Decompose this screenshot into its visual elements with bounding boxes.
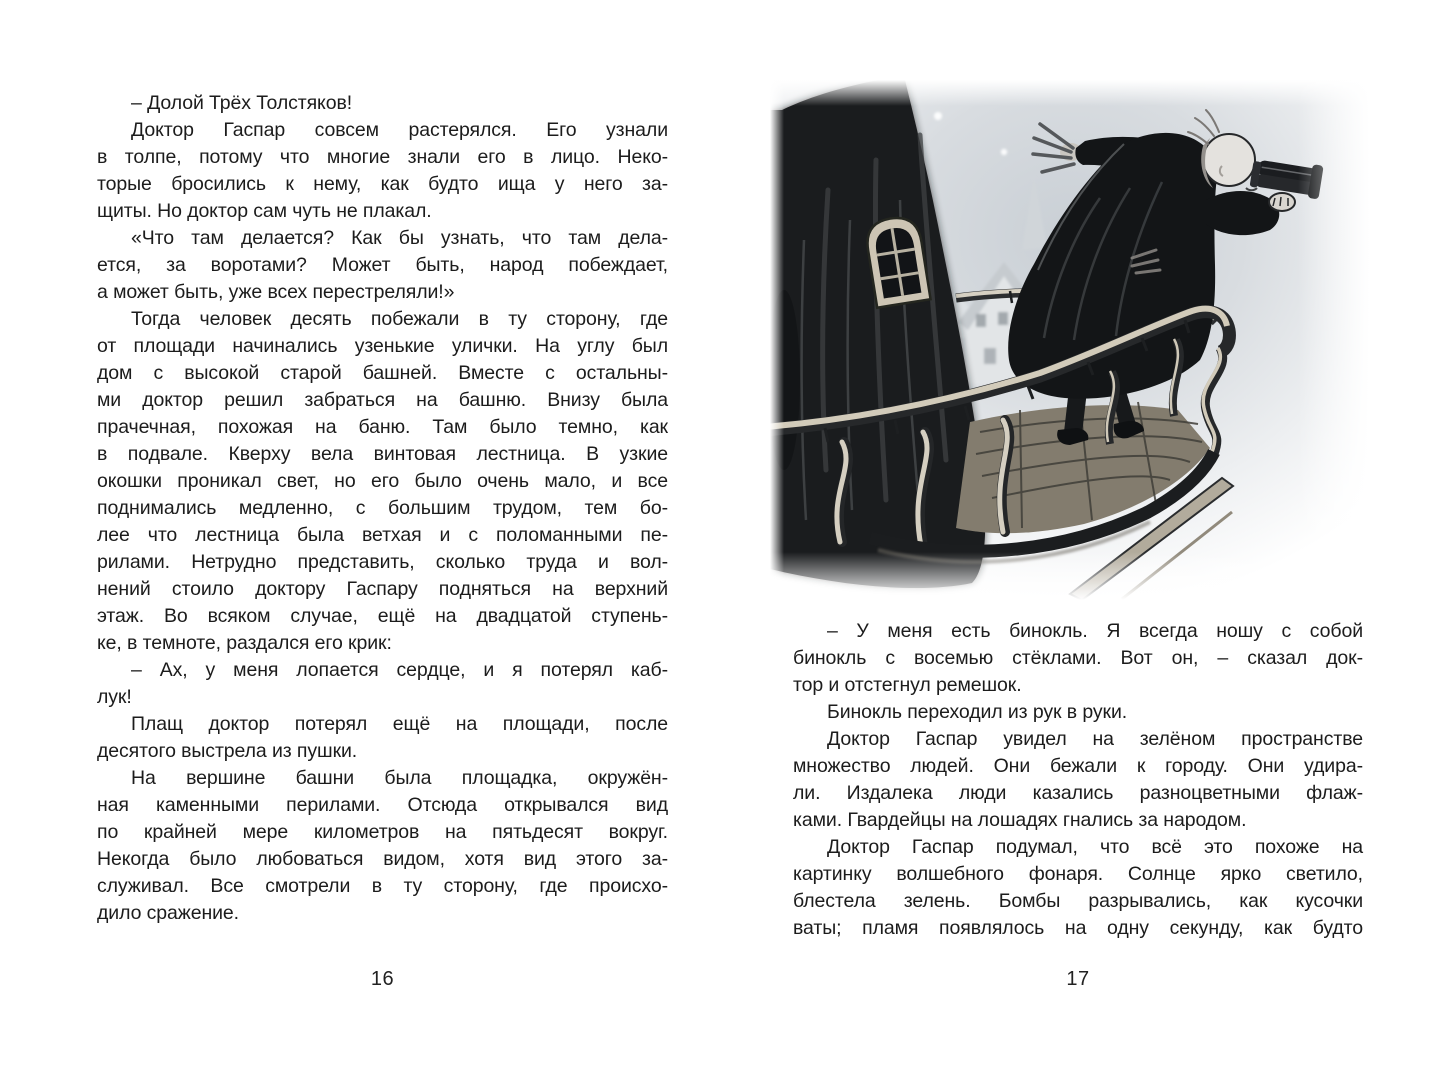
paragraph — [793, 834, 1363, 942]
text-line: На вершине башни была площадка, окружён- — [131, 767, 668, 789]
page-number-16: 16 — [370, 968, 395, 990]
text-line: в подвале. Кверху вела винтовая лестница. В узкие — [97, 443, 668, 465]
text-line: этаж. Во всяком случае, ещё на двадцатой ступень- — [97, 605, 668, 627]
paragraph — [97, 225, 668, 306]
text-line: от площади начинались узенькие улички. На углу был — [97, 335, 668, 357]
text-line: ми доктор решил забраться на башню. Внизу была — [97, 389, 668, 411]
text-line: ли. Издалека люди казались разноцветными флаж- — [793, 782, 1363, 804]
star-dot — [934, 112, 942, 120]
paragraph — [97, 657, 668, 711]
paragraph — [793, 618, 1363, 699]
text-line: картинку волшебного фонаря. Солнце ярко светило, — [793, 863, 1363, 885]
text-line: Некогда было любоваться видом, хотя вид этого за- — [97, 848, 668, 870]
page-number-17: 17 — [1066, 968, 1090, 990]
text-line: Доктор Гаспар совсем растерялся. Его узнали — [131, 119, 668, 141]
text-line: «Что там делается? Как бы узнать, что там дела- — [131, 227, 668, 249]
text-line: окошки проникал свет, но его было очень мало, и все — [97, 470, 668, 492]
text-line: множество людей. Они бежали к городу. Они удира- — [793, 755, 1363, 777]
page-17-text-block — [793, 618, 1363, 942]
paragraph — [97, 306, 668, 657]
paragraph — [97, 711, 668, 765]
paragraph — [793, 726, 1363, 834]
doctor-hand — [1269, 193, 1295, 211]
text-line: – У меня есть бинокль. Я всегда ношу с собой — [827, 620, 1363, 642]
text-line: Тогда человек десять побежали в ту сторону, где — [131, 308, 668, 330]
text-line: Плащ доктор потерял ещё на площади, после — [131, 713, 668, 735]
paragraph — [97, 765, 668, 927]
text-line: торые бросились к нему, как будто ища у него за- — [97, 173, 668, 195]
page-16-text-block — [97, 90, 668, 927]
text-line: – Долой Трёх Толстяков! — [131, 92, 353, 114]
text-line: ваты; пламя появлялось на одну секунду, как будто — [793, 917, 1363, 939]
text-line: лее что лестница была ветхая и с поломанными пе- — [97, 524, 668, 546]
text-line: рилами. Нетрудно представить, сколько труда и вол- — [97, 551, 668, 573]
text-line: Доктор Гаспар подумал, что всё это похоже на — [827, 836, 1363, 858]
text-line: ками. Гвардейцы на лошадях гнались за народом. — [793, 809, 1247, 831]
paragraph — [97, 90, 668, 117]
text-line: по крайней мере километров на пятьдесят вокруг. — [97, 821, 668, 843]
star-dot — [1001, 149, 1007, 155]
text-line: дом с высокой старой башней. Вместе с остальны- — [97, 362, 668, 384]
text-line: – Ах, у меня лопается сердце, и я потерял каб- — [131, 659, 668, 681]
text-line: десятого выстрела из пушки. — [97, 740, 358, 762]
text-line: Бинокль переходил из рук в руки. — [827, 701, 1128, 723]
text-line: нений стоило доктору Гаспару подняться на верхний — [97, 578, 668, 600]
text-line: ная каменными перилами. Отсюда открывался вид — [97, 794, 668, 816]
text-line: блестела зелень. Бомбы разрывались, как кусочки — [793, 890, 1363, 912]
text-line: в толпе, потому что многие знали его в лицо. Неко- — [97, 146, 668, 168]
text-line: ке, в темноте, раздался его крик: — [97, 632, 392, 654]
text-line: Доктор Гаспар увидел на зелёном пространстве — [827, 728, 1363, 750]
paragraph — [793, 699, 1363, 726]
text-line: а может быть, уже всех перестреляли!» — [97, 281, 455, 303]
text-line: ется, за воротами? Может быть, народ побеждает, — [97, 254, 668, 276]
text-line: тор и отстегнул ремешок. — [793, 674, 1022, 696]
illustration-doctor-on-tower — [770, 80, 1370, 600]
text-line: прачечная, похожая на баню. Там было темно, как — [97, 416, 668, 438]
text-line: бинокль с восемью стёклами. Вот он, – сказал док- — [793, 647, 1363, 669]
paragraph — [97, 117, 668, 225]
text-line: дило сражение. — [97, 902, 239, 924]
text-line: лук! — [97, 686, 132, 708]
text-line: поднимались медленно, с большим трудом, тем бо- — [97, 497, 668, 519]
text-line: щиты. Но доктор сам чуть не плакал. — [97, 200, 432, 222]
text-line: служивал. Все смотрели в ту сторону, где происхо- — [97, 875, 668, 897]
